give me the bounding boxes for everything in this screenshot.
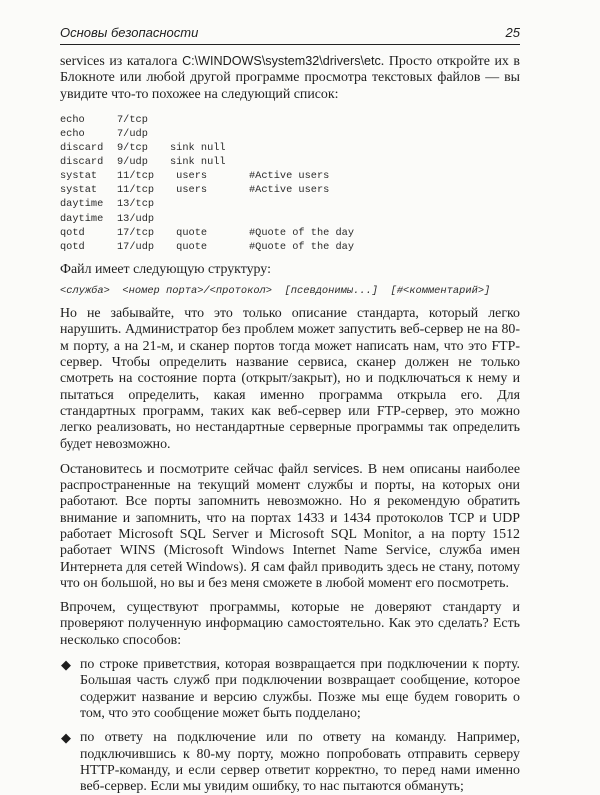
service-port: 13/tcp — [117, 198, 155, 211]
service-port: 9/udp — [117, 156, 148, 169]
bullet-text: по строке приветствия, которая возвращается при подключении к порту. Большая часть служб при подключении возвращает сообщение, которое содержит название и версию службы. Позже мы еще будем говорить о том, что это сообщение может быть подделано; — [80, 657, 520, 721]
service-port: 17/tcp — [117, 226, 155, 239]
service-name: systat — [60, 170, 98, 183]
service-alias: users — [170, 184, 208, 197]
service-alias: users — [170, 170, 208, 183]
service-comment — [249, 212, 354, 226]
service-port: 11/tcp — [117, 184, 155, 197]
intro-prefix: services из каталога — [60, 54, 183, 69]
table-row — [60, 226, 354, 240]
table-row — [60, 183, 354, 197]
table-row — [60, 212, 354, 226]
service-comment — [249, 155, 354, 169]
paragraph-standard: Но не забывайте, что это только описание стандарта, который легко нарушить. Администратор без проблем может запустить веб-сервер не на 80-м порту, а на 21-м, и сканер портов тогда может написать нам, что это FTP-сервер. Чтобы определить название сервиса, сканер должен не только смотреть на состояние порта (открыт/закрыт), но и подключаться к нему и пытаться определить, какая именно программа открыла его. Для стандартных программ, таких как веб-сервер или FTP-сервер, это можно легко реализовать, но нестандартные серверные программы так определить будет невозможно. — [60, 306, 520, 452]
p2-prefix: Остановитесь и посмотрите сейчас файл — [60, 461, 314, 477]
page-number: 25 — [505, 25, 520, 40]
service-alias — [170, 197, 249, 211]
service-alias: quote — [170, 226, 208, 239]
service-comment: #Quote of the day — [249, 226, 355, 239]
service-name: systat — [60, 184, 98, 197]
intro-paragraph — [60, 53, 520, 103]
struct-port-proto: <номер порта>/<протокол> — [122, 285, 273, 298]
service-comment — [249, 127, 354, 141]
methods-list — [60, 657, 520, 795]
service-comment — [249, 113, 354, 127]
table-row — [60, 240, 354, 254]
service-name: discard — [60, 156, 104, 169]
running-header — [60, 24, 520, 45]
table-row — [60, 197, 354, 211]
service-name: echo — [60, 113, 85, 126]
service-alias: quote — [170, 240, 208, 253]
service-port: 17/udp — [117, 240, 155, 253]
paragraph-services-file — [60, 461, 520, 592]
service-port: 11/tcp — [117, 170, 155, 183]
service-port: 9/tcp — [117, 142, 148, 155]
service-name: qotd — [60, 240, 85, 253]
service-port: 13/udp — [117, 212, 155, 225]
service-alias — [170, 127, 249, 141]
struct-service: <служба> — [60, 285, 110, 298]
paragraph-methods: Впрочем, существуют программы, которые не доверяют стандарту и проверяют полученную информацию самостоятельно. Как это сделать? Есть несколько способов: — [60, 600, 520, 648]
table-row — [60, 113, 354, 127]
service-alias: sink null — [170, 142, 226, 155]
chapter-title: Основы безопасности — [60, 25, 199, 40]
service-name: echo — [60, 127, 85, 140]
service-port: 7/udp — [117, 127, 148, 140]
service-name: daytime — [60, 212, 104, 225]
service-name: daytime — [60, 198, 104, 211]
service-comment: #Active users — [249, 184, 330, 197]
service-name: qotd — [60, 226, 85, 239]
bullet-diamond-icon: ◆ — [61, 658, 71, 674]
table-row — [60, 155, 354, 169]
p2-suffix: . В нем описаны наиболее распространенные на текущий момент службы и порты, на которых они работают. Все порты запомнить невозможно. Но я рекомендую обратить внимание и запомнить, что на портах 1433 и 1434 протоколов TCP и UDP работает Microsoft SQL Server и Microsoft SQL Monitor, а на порту 1512 работает WINS (Microsoft Windows Internet Name Service, служба имен Интернета для сетей Windows). Я сам файл приводить здесь не стану, потому что он большой, но вы и без меня сможете в любой момент его посмотреть. — [60, 461, 520, 591]
service-comment — [249, 197, 354, 211]
bullet-diamond-icon: ◆ — [61, 731, 71, 747]
table-row — [60, 127, 354, 141]
intro-suffix: . Просто откройте их в Блокноте или любой другой программе просмотра текстовых файлов — вы увидите что-то похожее на следующий список: — [60, 54, 520, 102]
service-alias: sink null — [170, 156, 226, 169]
service-comment — [249, 141, 354, 155]
page-body — [60, 53, 520, 795]
list-item — [60, 730, 520, 795]
structure-title: Файл имеет следующую структуру: — [60, 261, 271, 277]
p2-file: services — [313, 461, 360, 476]
struct-comment: [#<комментарий>] — [390, 285, 491, 298]
service-comment: #Active users — [249, 170, 330, 183]
service-comment: #Quote of the day — [249, 240, 355, 253]
service-alias — [170, 212, 249, 226]
table-row — [60, 141, 354, 155]
service-port: 7/tcp — [117, 113, 148, 126]
list-item — [60, 657, 520, 722]
services-listing — [60, 113, 354, 254]
structure-line — [60, 284, 520, 298]
service-name: discard — [60, 142, 104, 155]
service-alias — [170, 113, 249, 127]
table-row — [60, 169, 354, 183]
bullet-text: по ответу на подключение или по ответу на команду. Например, подключившись к 80-му порту, можно попробовать отправить серверу HTTP-команду, и если сервер ответит корректно, то перед нами именно веб-сервер. Если мы увидим ошибку, то нас пытаются обмануть; — [80, 730, 520, 795]
path-text: C:\WINDOWS\system32\drivers\etc — [182, 54, 381, 68]
struct-aliases: [псевдонимы...] — [284, 285, 379, 298]
